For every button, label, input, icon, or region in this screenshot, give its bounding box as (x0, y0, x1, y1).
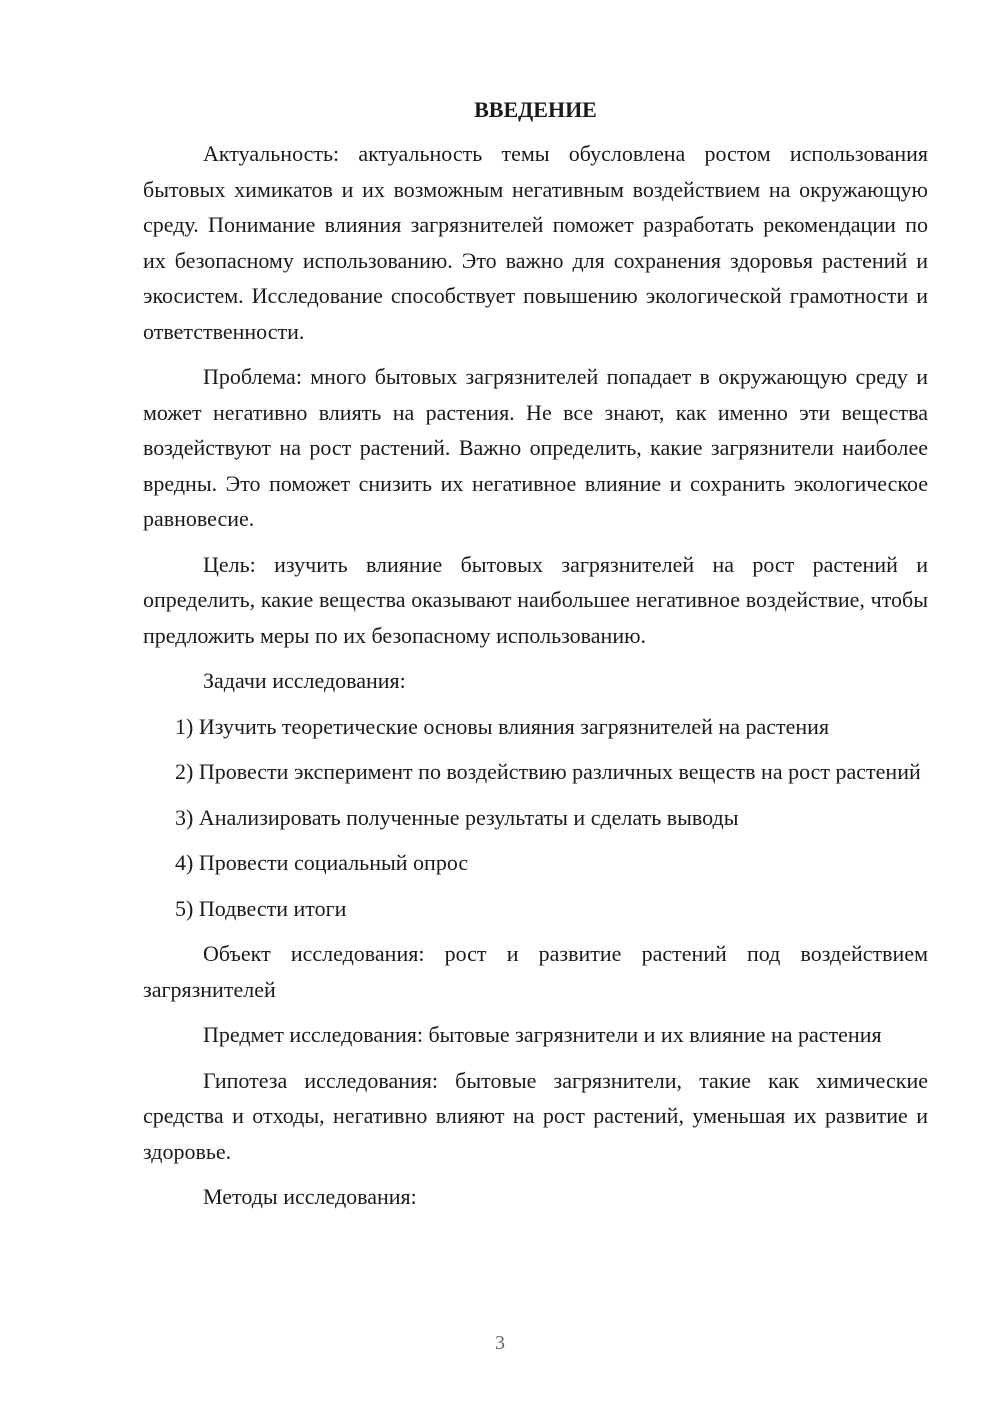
goal-paragraph: Цель: изучить влияние бытовых загрязнителей на рост растений и определить, какие вещества оказывают наибольшее негативное воздействие, чтобы предложить меры по их безопасному использованию. (143, 551, 928, 648)
task-item: 4) Провести социальный опрос (175, 850, 469, 875)
object-paragraph: Объект исследования: рост и развитие растений под воздействием загрязнителей (143, 941, 928, 1002)
document-page (143, 95, 928, 1225)
page-number: 3 (495, 1332, 505, 1354)
hypothesis-paragraph: Гипотеза исследования: бытовые загрязнители, такие как химические средства и отходы, негативно влияют на рост растений, уменьшая их развитие и здоровье. (143, 1067, 928, 1164)
tasks-heading: Задачи исследования: (203, 668, 406, 693)
methods-heading: Методы исследования: (203, 1184, 417, 1209)
task-item: 3) Анализировать полученные результаты и сделать выводы (175, 804, 739, 830)
page-title: ВВЕДЕНИЕ (474, 97, 597, 122)
problem-paragraph: Проблема: много бытовых загрязнителей попадает в окружающую среду и может негативно влиять на растения. Не все знают, как именно эти вещества воздействуют на рост растений. Важно определить, какие загрязнители наиболее вредны. Это поможет снизить их негативное влияние и сохранить экологическое равновесие. (143, 364, 928, 531)
subject-paragraph: Предмет исследования: бытовые загрязнители и их влияние на растения (203, 1022, 882, 1047)
relevance-paragraph: Актуальность: актуальность темы обусловлена ростом использования бытовых химикатов и их возможным негативным воздействием на окружающую среду. Понимание влияния загрязнителей поможет разработать рекомендации по их безопасному использованию. Это важно для сохранения здоровья растений и экосистем. Исследование способствует повышению экологической грамотности и ответственности. (143, 141, 928, 344)
task-item: 2) Провести эксперимент по воздействию различных веществ на рост растений (175, 759, 921, 784)
task-item: 5) Подвести итоги (175, 895, 347, 921)
task-item: 1) Изучить теоретические основы влияния загрязнителей на растения (175, 713, 830, 739)
